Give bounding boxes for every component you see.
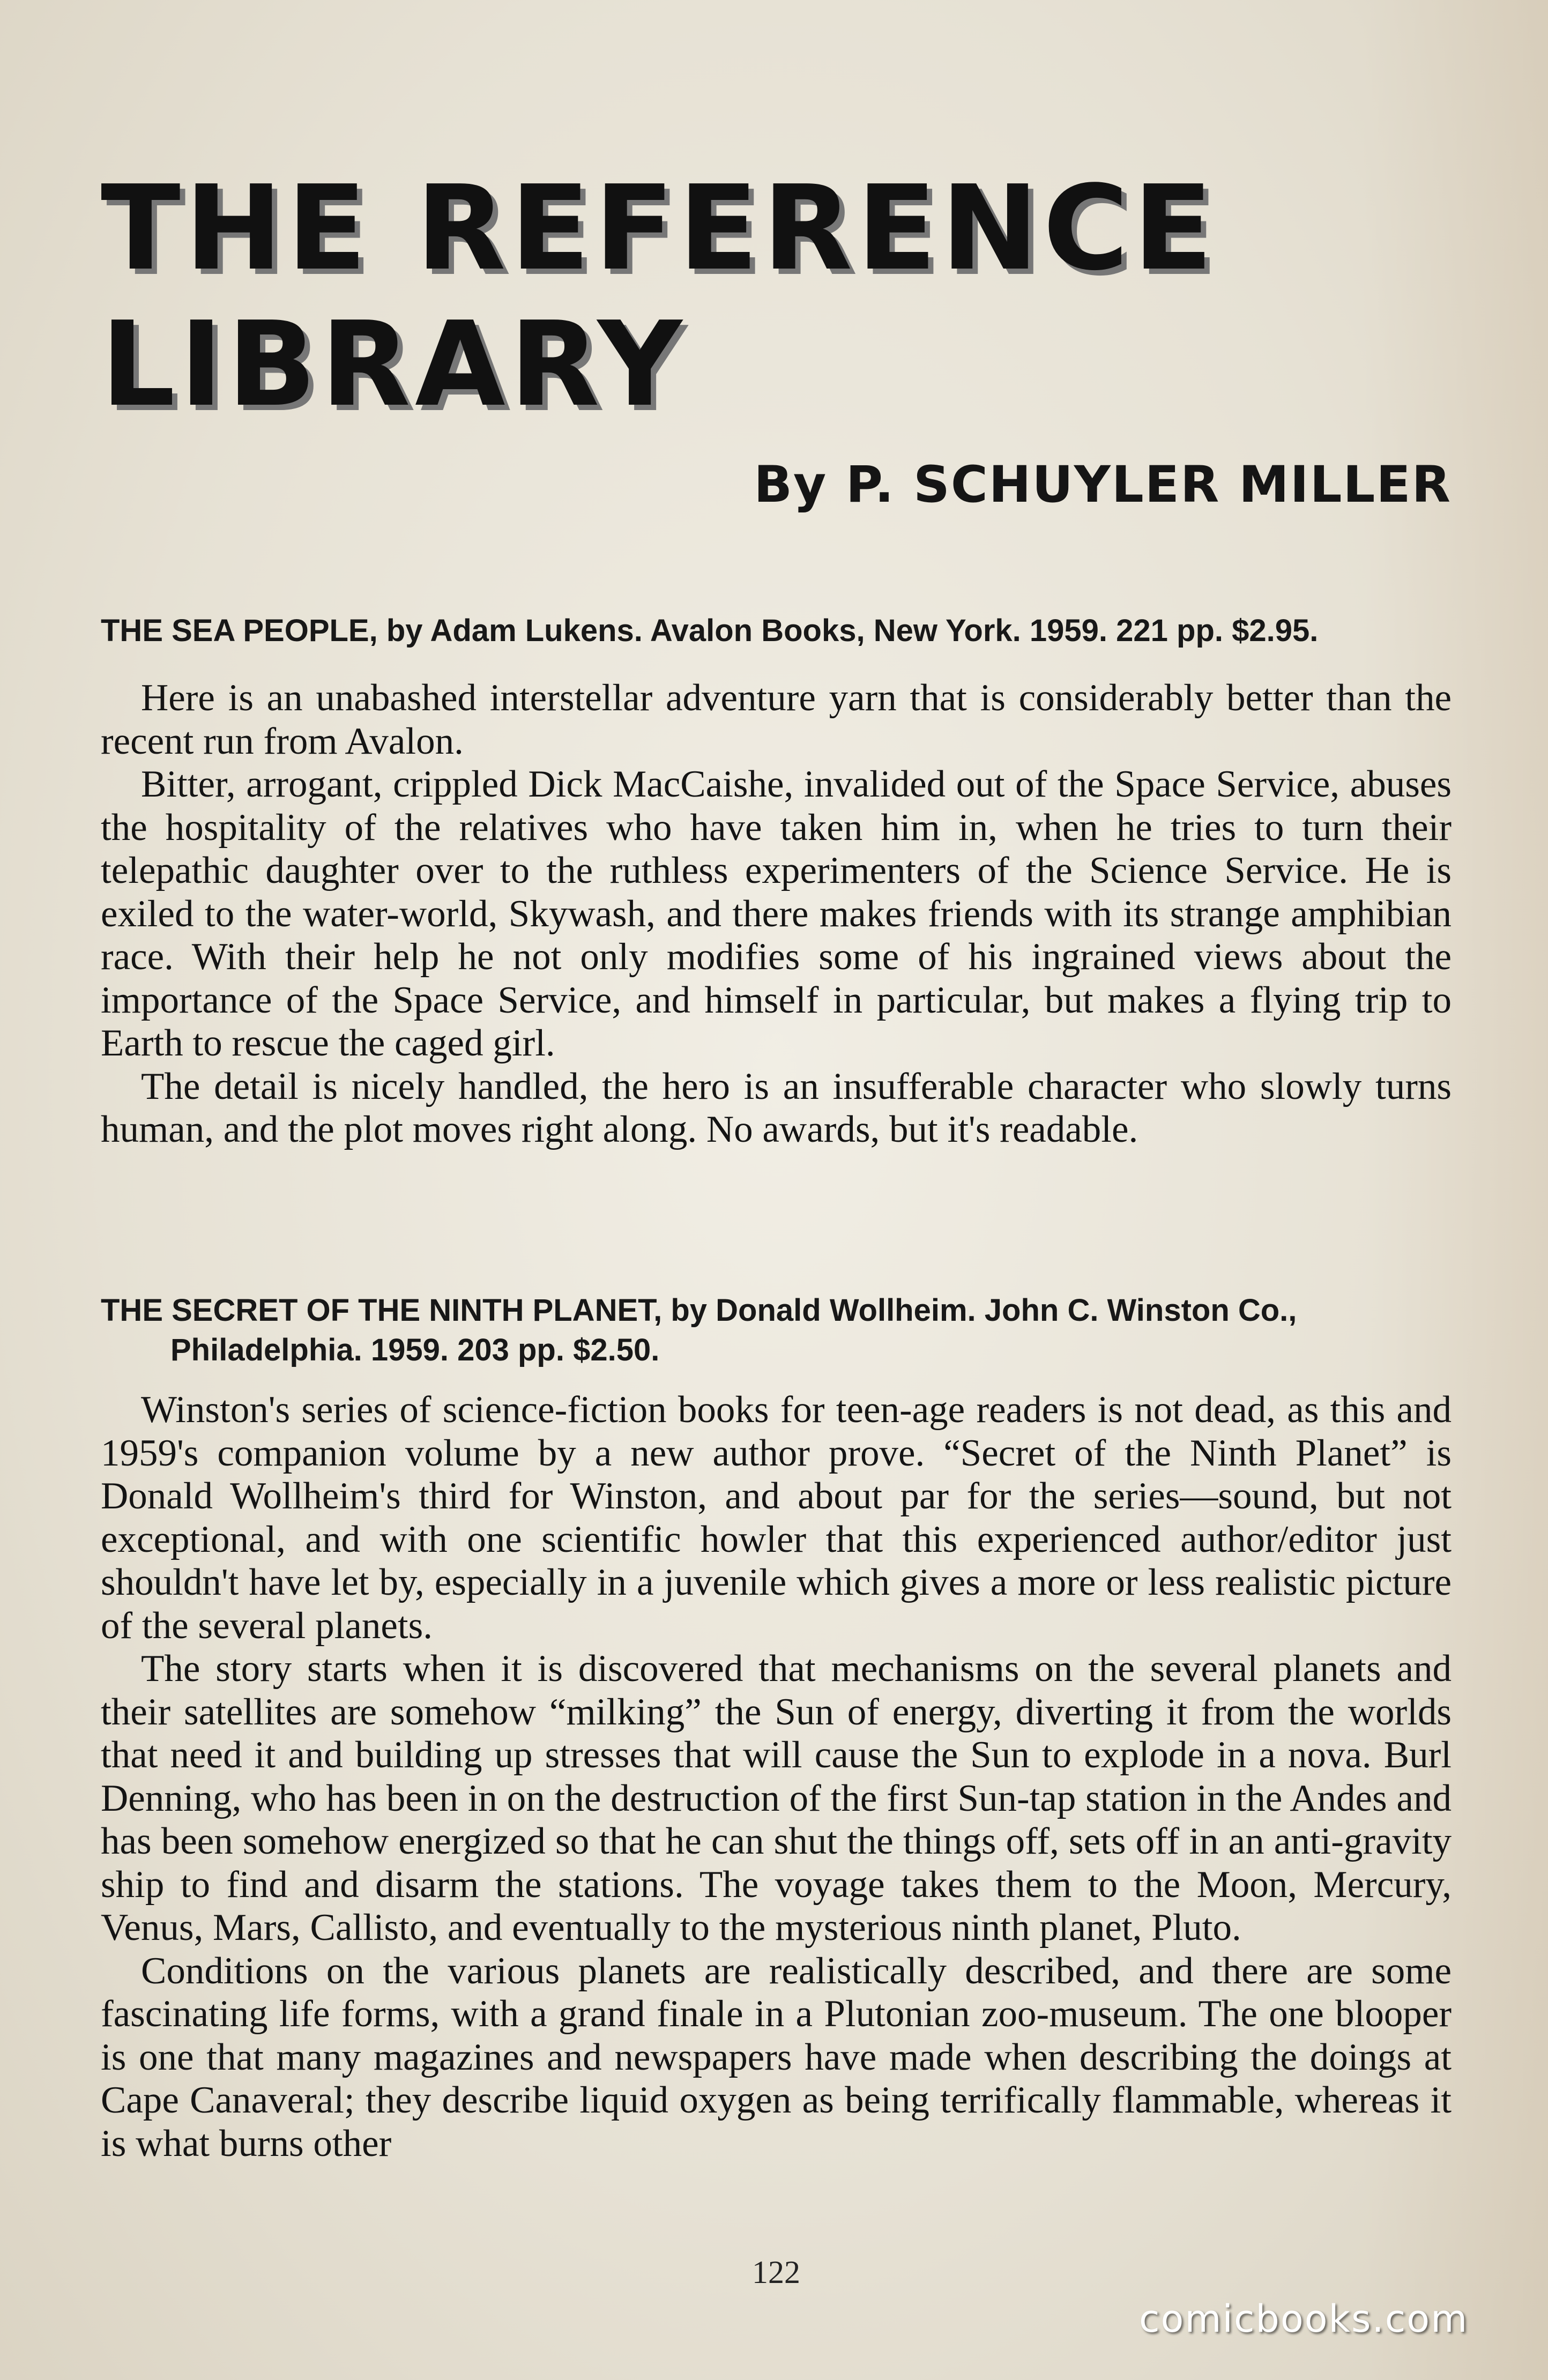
magazine-page [101,0,1452,2380]
review-2-paragraph: The story starts when it is discovered that mechanisms on the several planets and their satellites are somehow “milking” the Sun of energy, diverting it from the worlds that need it and building up stresses that will cause the Sun to explode in a nova. Burl Denning, who has been in on the destruction of the first Sun-tap station in the Andes and has been somehow energized so that he can shut the things off, sets off in an anti-gravity ship to find and disarm the stations. The voyage takes them to the Moon, Mercury, Venus, Mars, Callisto, and eventually to the mysterious ninth planet, Pluto. [101,1648,1452,1948]
review-1-paragraph: Here is an unabashed interstellar adventure yarn that is considerably better than the recent run from Avalon. [101,677,1452,762]
author-byline: By P. SCHUYLER MILLER [754,456,1452,514]
page-number: 122 [752,2255,800,2290]
review-2-heading-line-2: Philadelphia. 1959. 203 pp. $2.50. [170,1333,660,1367]
title-line-2: LIBRARY [101,297,687,433]
review-1-paragraph: Bitter, arrogant, crippled Dick MacCaishe, invalided out of the Space Service, abuses the hospitality of the relatives who have taken him in, when he tries to turn their telepathic daughter over to the ruthless experimenters of the Science Service. He is exiled to the water-world, Skywash, and there makes friends with its strange amphibian race. With their help he not only modifies some of his ingrained views about the importance of the Space Service, and himself in particular, but makes a flying trip to Earth to rescue the caged girl. [101,763,1452,1064]
review-1-body [101,676,1452,1151]
site-watermark: comicbooks.com [1139,2297,1469,2341]
review-2-paragraph: Winston's series of science-fiction books for teen-age readers is not dead, as this and 1959's companion volume by a new author prove. “Secret of the Ninth Planet” is Donald Wollheim's third for Winston, and about par for the series—sound, but not exceptional, and with one scientific howler that this experienced author/editor just shouldn't have let by, especially in a juvenile which gives a more or less realistic picture of the several planets. [101,1389,1452,1647]
review-1-heading: THE SEA PEOPLE, by Adam Lukens. Avalon Books, New York. 1959. 221 pp. $2.95. [101,613,1319,648]
page-title [101,161,1217,433]
review-1-paragraph: The detail is nicely handled, the hero is an insufferable character who slowly turns human, and the plot moves right along. No awards, but it's readable. [101,1065,1452,1150]
review-2-heading [101,1291,1452,1370]
review-2-heading-line-1: THE SECRET OF THE NINTH PLANET, by Donald Wollheim. John C. Winston Co., [101,1293,1297,1328]
title-line-1: THE REFERENCE [101,161,1217,296]
review-2-paragraph: Conditions on the various planets are realistically described, and there are some fascinating life forms, with a grand finale in a Plutonian zoo-museum. The one blooper is one that many magazines and newspapers have made when describing the doings at Cape Canaveral; they describe liquid oxygen as being terrifically flammable, whereas it is what burns other [101,1950,1452,2165]
review-2-body [101,1388,1452,2165]
